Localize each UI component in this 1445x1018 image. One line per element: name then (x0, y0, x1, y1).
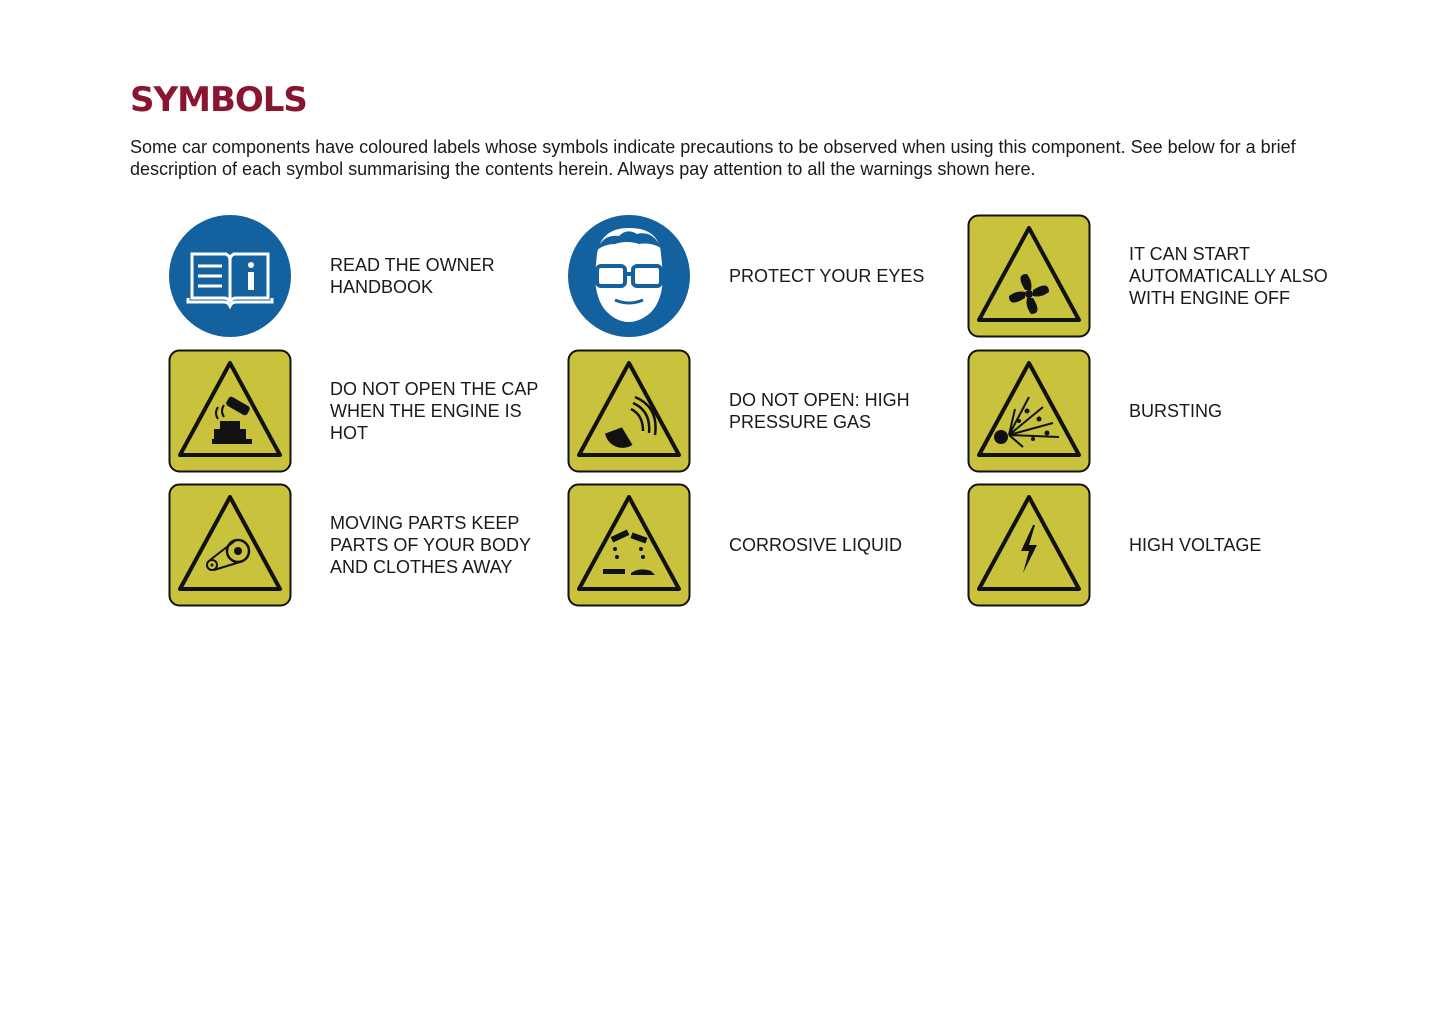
symbol-hot-cap (168, 349, 548, 473)
symbol-moving-parts (168, 483, 548, 607)
symbol-label: BURSTING (1129, 401, 1223, 421)
intro-paragraph: Some car components have coloured labels whose symbols indicate precautions to be observed when using this component. See below for a brief description of each symbol summarising the contents herein. Always pay attention to all the warnings shown here. (130, 137, 1296, 179)
high-voltage-icon (967, 483, 1091, 607)
symbol-label: MOVING PARTS KEEP PARTS OF YOUR BODY AND CLOTHES AWAY (330, 513, 532, 577)
page-title: SYMBOLS (130, 80, 307, 120)
symbol-label: READ THE OWNER HANDBOOK (330, 255, 495, 297)
symbol-auto-start (967, 214, 1347, 338)
symbol-label: PROTECT YOUR EYES (729, 266, 925, 286)
symbol-label: IT CAN START AUTOMATICALLY ALSO WITH ENGINE OFF (1129, 244, 1328, 308)
symbol-label: HIGH VOLTAGE (1129, 535, 1262, 555)
symbol-read-handbook (168, 214, 548, 338)
symbol-label: DO NOT OPEN THE CAP WHEN THE ENGINE IS HOT (330, 379, 539, 443)
hot-cap-icon (168, 349, 292, 473)
read-handbook-icon (168, 214, 292, 338)
symbol-protect-eyes (567, 214, 947, 338)
high-pressure-gas-icon (567, 349, 691, 473)
symbol-high-pressure (567, 349, 947, 473)
symbols-grid (168, 214, 1348, 608)
symbol-corrosive (567, 483, 947, 607)
symbol-high-voltage (967, 483, 1347, 607)
symbol-bursting (967, 349, 1347, 473)
moving-parts-icon (168, 483, 292, 607)
fan-auto-start-icon (967, 214, 1091, 338)
symbol-label: CORROSIVE LIQUID (729, 535, 903, 555)
symbol-label: DO NOT OPEN: HIGH PRESSURE GAS (729, 390, 910, 432)
protect-eyes-icon (567, 214, 691, 338)
bursting-icon (967, 349, 1091, 473)
corrosive-liquid-icon (567, 483, 691, 607)
